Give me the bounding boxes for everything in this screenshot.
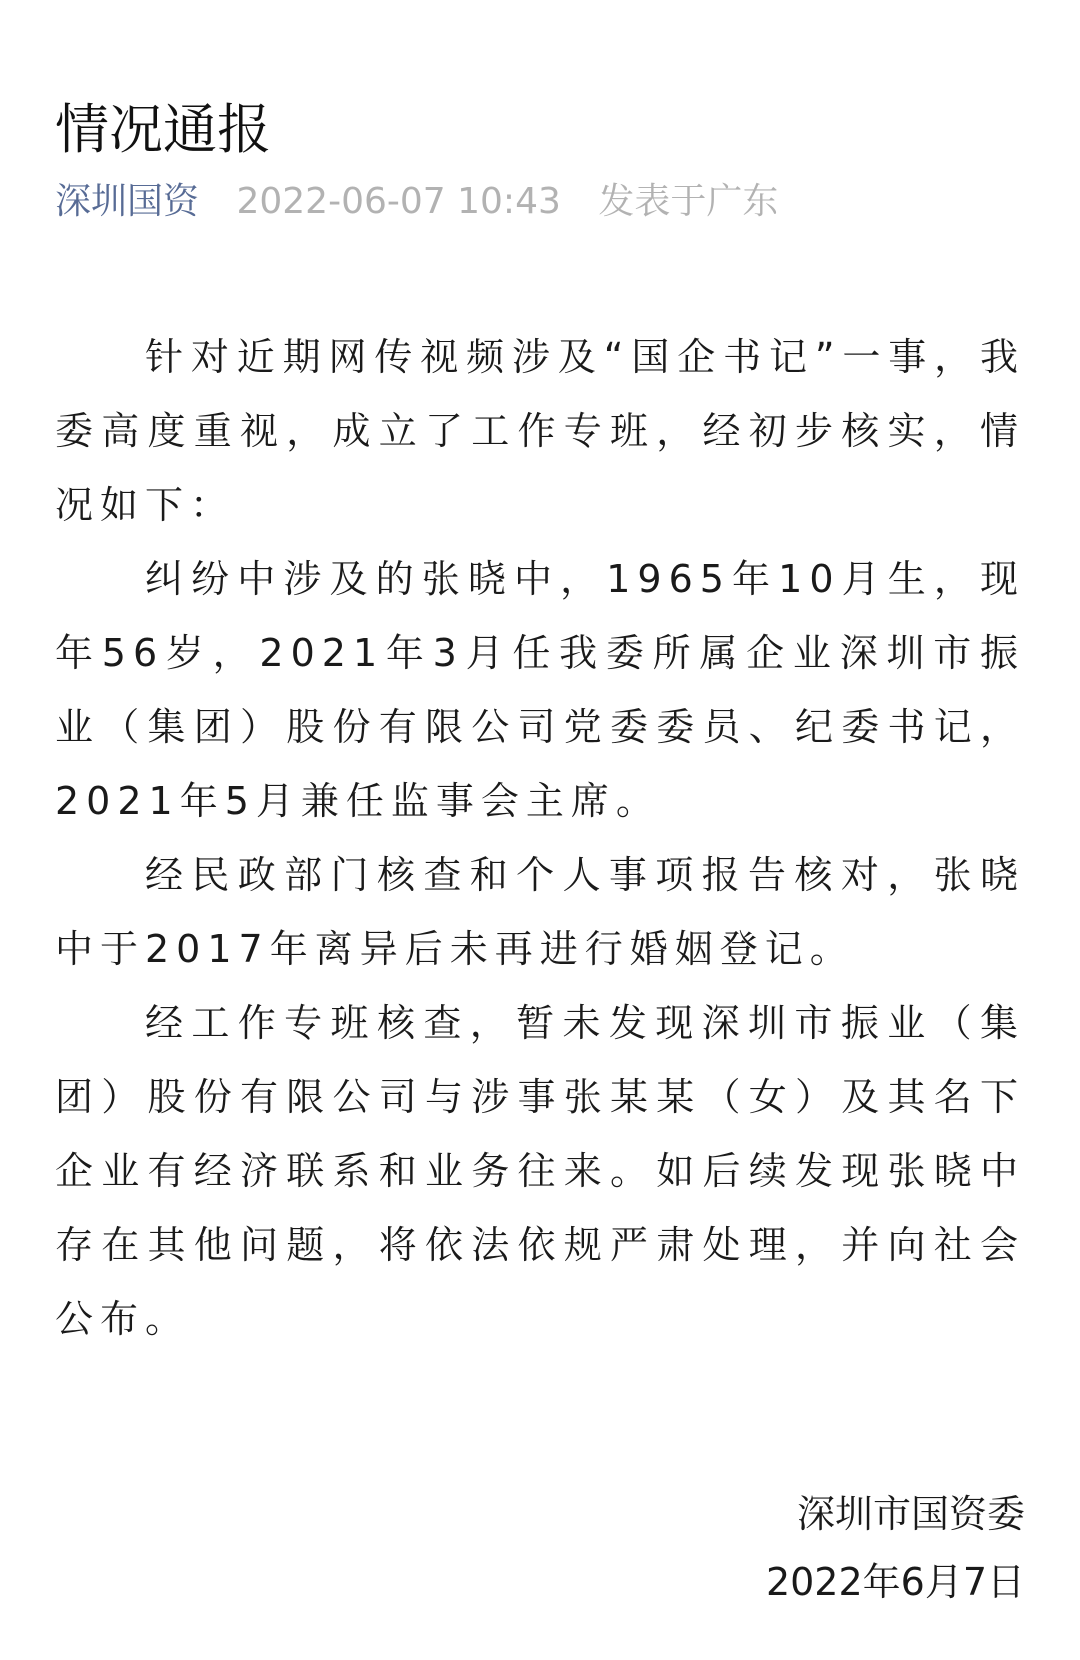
paragraph-3: 经民政部门核查和个人事项报告核对，张晓中于2017年离异后未再进行婚姻登记。	[55, 853, 1025, 971]
article-meta	[55, 178, 778, 226]
article-body	[55, 320, 1025, 1356]
signature-date: 2022年6月7日	[765, 1560, 1025, 1604]
publish-location: 发表于广东	[598, 181, 779, 222]
paragraph-1: 针对近期网传视频涉及“国企书记”一事，我委高度重视，成立了工作专班，经初步核实，情况如下：	[55, 335, 1025, 527]
account-name-link[interactable]: 深圳国资	[55, 181, 200, 222]
signature-block	[766, 1480, 1025, 1616]
article-title: 情况通报	[55, 98, 271, 162]
signature-org: 深圳市国资委	[796, 1492, 1025, 1536]
paragraph-4: 经工作专班核查，暂未发现深圳市振业（集团）股份有限公司与涉事张某某（女）及其名下企业有经济联系和业务往来。如后续发现张晓中存在其他问题，将依法依规严肃处理，并向社会公布。	[55, 1001, 1025, 1341]
paragraph-2: 纠纷中涉及的张晓中，1965年10月生，现年56岁，2021年3月任我委所属企业深圳市振业（集团）股份有限公司党委委员、纪委书记，2021年5月兼任监事会主席。	[55, 557, 1025, 823]
publish-time: 2022-06-07 10:43	[236, 181, 561, 222]
